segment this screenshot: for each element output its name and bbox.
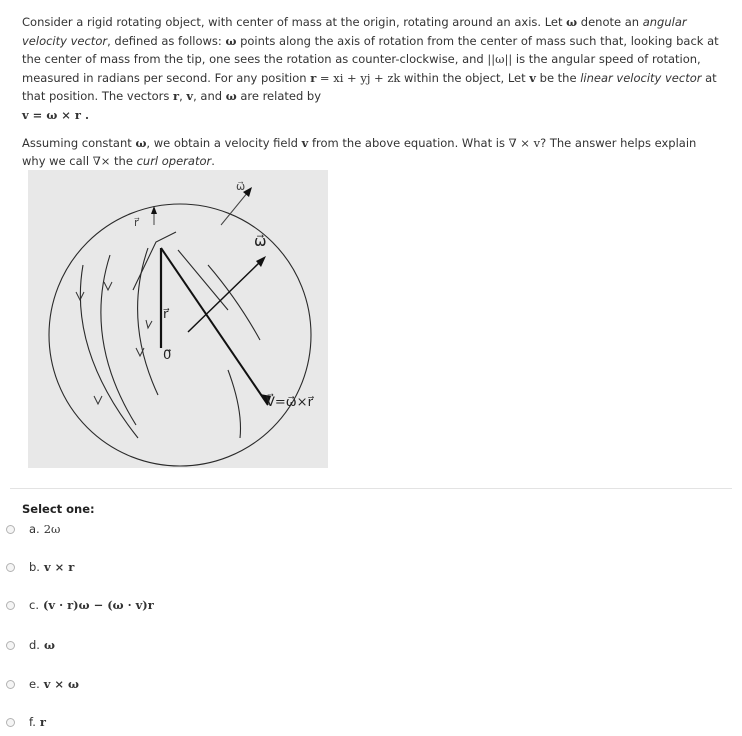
omega-symbol: ω xyxy=(225,33,237,48)
option-letter: c. xyxy=(29,598,39,612)
option-text: 2ω xyxy=(43,522,61,536)
text: from the above equation. What is xyxy=(308,135,509,150)
option-letter: d. xyxy=(29,638,40,652)
text: the xyxy=(110,154,137,169)
curl-expression: ∇ × v xyxy=(508,135,541,150)
question-paragraph-2 xyxy=(22,134,722,171)
option-text: (v · r)ω − (ω · v)r xyxy=(42,598,154,612)
r-symbol: r xyxy=(310,70,317,85)
radio-button[interactable] xyxy=(6,563,15,572)
r-symbol: r xyxy=(173,89,180,104)
option-b[interactable] xyxy=(6,559,74,575)
radio-button[interactable] xyxy=(6,641,15,650)
velocity-label: V⃗=ω⃗×r⃗ xyxy=(266,395,313,410)
norm-symbol: ||ω|| xyxy=(487,52,513,67)
omega-symbol: ω xyxy=(135,135,147,150)
divider xyxy=(10,488,732,489)
select-one-prompt: Select one: xyxy=(22,502,95,516)
emphasis: curl operator xyxy=(136,154,212,169)
r-label: r⃗ xyxy=(163,307,169,322)
text: within the object, Let xyxy=(400,70,530,85)
text: Consider a rigid rotating object, with center of mass at the origin, rotating around an axis. Let xyxy=(22,15,567,29)
text: , defined as follows: xyxy=(107,33,226,48)
text: denote an xyxy=(577,15,643,29)
option-c[interactable] xyxy=(6,597,154,613)
option-e[interactable] xyxy=(6,676,79,692)
radio-button[interactable] xyxy=(6,718,15,727)
option-letter: e. xyxy=(29,677,40,691)
sphere-outline xyxy=(49,204,311,466)
option-text: v × ω xyxy=(43,677,80,691)
question-paragraph-1 xyxy=(22,13,722,125)
radio-button[interactable] xyxy=(6,601,15,610)
flow-arrow xyxy=(94,396,102,404)
emphasis: angular velocity vector xyxy=(22,15,687,48)
option-letter: b. xyxy=(29,560,40,574)
option-text: v × r xyxy=(43,560,75,574)
rotation-curve xyxy=(138,248,158,395)
text: points along the axis of rotation from the center of mass such that, looking back at the center of mass from the tip, one sees the rotation as counter-clockwise, and xyxy=(22,33,719,67)
flow-arrow xyxy=(146,320,152,328)
text: . xyxy=(211,154,215,169)
sphere-diagram xyxy=(28,170,328,468)
origin-label: 0⃗ xyxy=(163,348,172,363)
rotation-curve xyxy=(80,265,138,438)
option-f[interactable] xyxy=(6,714,46,730)
emphasis: linear velocity vector xyxy=(580,70,702,85)
top-omega-label: ω⃗ xyxy=(236,180,246,193)
position-equation: = xi + yj + zk xyxy=(316,70,401,85)
text: ? The answer helps explain why we call xyxy=(22,135,697,169)
flow-arrow xyxy=(104,282,112,290)
omega-symbol: ω xyxy=(225,89,237,104)
option-a[interactable] xyxy=(6,521,60,537)
radio-button[interactable] xyxy=(6,680,15,689)
option-letter: f. xyxy=(29,715,36,729)
nabla-symbol: ∇× xyxy=(92,154,111,169)
rotation-curve xyxy=(101,255,136,425)
text: Assuming constant xyxy=(22,135,136,150)
text: , xyxy=(179,89,187,104)
option-text: r xyxy=(39,715,46,729)
option-text: ω xyxy=(43,638,55,652)
option-letter: a. xyxy=(29,522,40,536)
v-symbol: v xyxy=(301,135,309,150)
option-d[interactable] xyxy=(6,637,55,653)
v-symbol: v xyxy=(186,89,194,104)
text: are related by xyxy=(236,89,322,104)
rotating-sphere-figure xyxy=(28,170,328,468)
omega-label: ω⃗ xyxy=(254,232,267,250)
text: be the xyxy=(535,70,581,85)
velocity-equation: v = ω × r . xyxy=(22,107,89,122)
v-symbol: v xyxy=(529,70,536,85)
text: , and xyxy=(193,89,226,104)
text: , we obtain a velocity field xyxy=(146,135,302,150)
text: is the angular speed of rotation, measured in radians per second. For any position xyxy=(22,52,701,85)
question-text xyxy=(22,13,722,171)
omega-symbol: ω xyxy=(566,15,578,29)
top-r-label: r⃗ xyxy=(134,216,139,229)
radio-button[interactable] xyxy=(6,525,15,534)
rotation-curve xyxy=(228,370,241,438)
text: at that position. The vectors xyxy=(22,70,717,104)
